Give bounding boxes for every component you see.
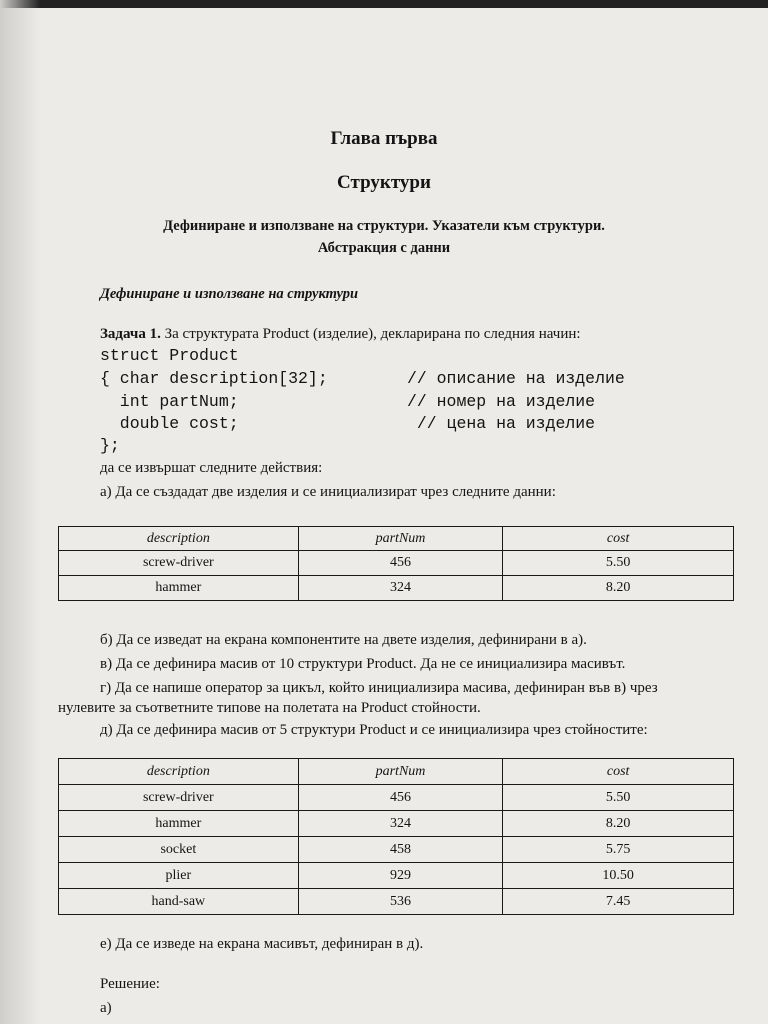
column-header-cost: cost — [503, 759, 734, 785]
table-header-row — [59, 759, 734, 785]
code-line-5: }; — [100, 436, 120, 455]
chapter-subtitle: Структури — [337, 172, 431, 193]
table-row — [59, 785, 734, 811]
item-b: б) Да се изведат на екрана компонентите на двете изделия, дефинирани в а). — [100, 632, 587, 648]
cell-description: hammer — [59, 576, 299, 601]
cell-description: socket — [59, 837, 299, 863]
table-header-row — [59, 527, 734, 551]
cell-description: hammer — [59, 811, 299, 837]
cell-partnum: 324 — [298, 811, 503, 837]
cell-partnum: 536 — [298, 889, 503, 915]
page-gutter-shadow — [0, 0, 40, 1024]
solution-a: а) — [100, 1000, 112, 1016]
section-heading: Дефиниране и използване на структури — [100, 286, 359, 302]
table-row — [59, 837, 734, 863]
cell-cost: 5.75 — [503, 837, 734, 863]
item-a: а) Да се създадат две изделия и се инициализират чрез следните данни: — [100, 484, 556, 500]
cell-cost: 7.45 — [503, 889, 734, 915]
column-header-cost: cost — [503, 527, 734, 551]
cell-description: hand-saw — [59, 889, 299, 915]
task-1-intro — [100, 326, 581, 343]
cell-cost: 10.50 — [503, 863, 734, 889]
after-code-text: да се извършат следните действия: — [100, 460, 323, 476]
code-line-1: struct Product — [100, 346, 239, 365]
cell-partnum: 456 — [298, 551, 503, 576]
table-row — [59, 551, 734, 576]
cell-cost: 5.50 — [503, 785, 734, 811]
code-line-3: int partNum; // номер на изделие — [100, 392, 596, 411]
task-1-text: За структурата Product (изделие), декларирана по следния начин: — [160, 326, 581, 342]
item-d: д) Да се дефинира масив от 5 структури Product и се инициализира чрез стойностите: — [100, 722, 648, 738]
code-line-4: double cost; // цена на изделие — [100, 414, 596, 433]
solution-label: Решение: — [100, 976, 160, 992]
cell-cost: 8.20 — [503, 811, 734, 837]
cell-partnum: 456 — [298, 785, 503, 811]
cell-cost: 5.50 — [503, 551, 734, 576]
item-g-line-2: нулевите за съответните типове на полетата на Product стойности. — [58, 700, 481, 716]
item-g-line-1: г) Да се напише оператор за цикъл, който инициализира масива, дефиниран във в) чрез — [100, 680, 658, 696]
cell-description: screw-driver — [59, 785, 299, 811]
cell-cost: 8.20 — [503, 576, 734, 601]
section-title-line-2: Абстракция с данни — [317, 240, 451, 256]
column-header-description: description — [59, 759, 299, 785]
code-line-2: { char description[32]; // описание на изделие — [100, 369, 625, 388]
cell-description: plier — [59, 863, 299, 889]
column-header-description: description — [59, 527, 299, 551]
column-header-partnum: partNum — [298, 759, 503, 785]
cell-partnum: 458 — [298, 837, 503, 863]
cell-partnum: 929 — [298, 863, 503, 889]
column-header-partnum: partNum — [298, 527, 503, 551]
data-table-2 — [58, 758, 734, 915]
data-table-1 — [58, 526, 734, 601]
table-row — [59, 576, 734, 601]
item-v: в) Да се дефинира масив от 10 структури Product. Да не се инициализира масивът. — [100, 656, 626, 672]
chapter-title: Глава първа — [330, 128, 438, 149]
task-1-label: Задача 1. — [100, 326, 161, 342]
scan-top-edge — [0, 0, 768, 8]
cell-partnum: 324 — [298, 576, 503, 601]
item-e: е) Да се изведе на екрана масивът, дефиниран в д). — [100, 936, 424, 952]
table-row — [59, 863, 734, 889]
section-title-line-1: Дефиниране и използване на структури. Указатели към структури. — [163, 218, 605, 234]
table-row — [59, 811, 734, 837]
table-row — [59, 889, 734, 915]
cell-description: screw-driver — [59, 551, 299, 576]
